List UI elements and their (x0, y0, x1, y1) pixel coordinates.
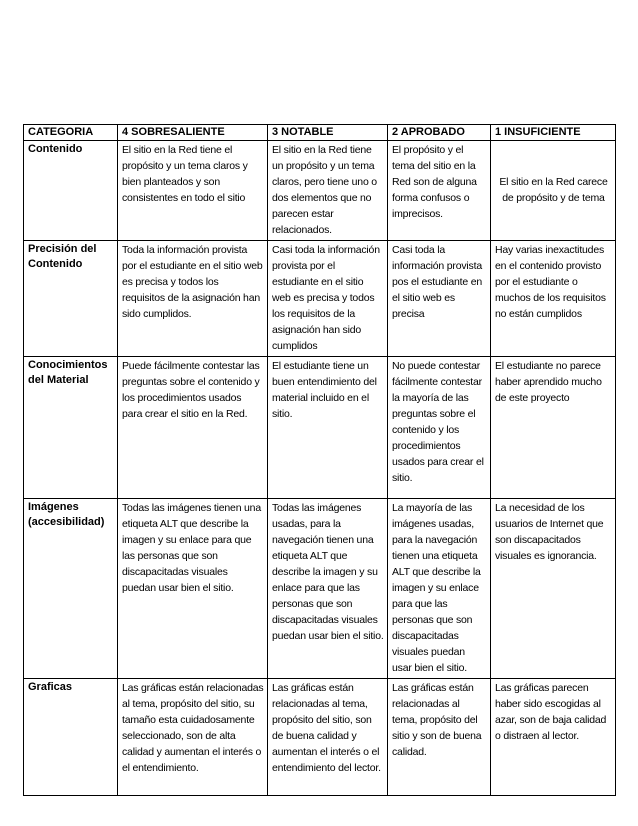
cell-sobresaliente: Toda la información provista por el estudiante en el sitio web es precisa y todos los requisitos de la asignación han sido cumplidos. (118, 241, 268, 357)
cell-insuficiente: El sitio en la Red carece de propósito y de tema (491, 141, 616, 241)
category-cell: Imágenes (accesibilidad) (24, 499, 118, 679)
category-cell: Conocimientos del Material (24, 357, 118, 499)
table-row (24, 357, 616, 499)
cell-insuficiente: Hay varias inexactitudes en el contenido provisto por el estudiante o muchos de los requisitos no están cumplidos (491, 241, 616, 357)
cell-aprobado: Las gráficas están relacionadas al tema, propósito del sitio y son de buena calidad. (388, 679, 491, 796)
cell-sobresaliente: Las gráficas están relacionadas al tema, propósito del sitio, su tamaño esta cuidadosamente seleccionado, son de alta calidad y aumentan el interés o el entendimiento. (118, 679, 268, 796)
cell-notable: El sitio en la Red tiene un propósito y un tema claros, pero tiene uno o dos elementos que no parecen estar relacionados. (268, 141, 388, 241)
rubric-table (23, 124, 616, 796)
cell-sobresaliente: Todas las imágenes tienen una etiqueta ALT que describe la imagen y su enlace para que las personas que son discapacitadas visuales puedan usar bien el sitio. (118, 499, 268, 679)
cell-aprobado: La mayoría de las imágenes usadas, para la navegación tienen una etiqueta ALT que describe la imagen y su enlace para que las personas que son discapacitadas visuales puedan usar bien el sitio. (388, 499, 491, 679)
cell-aprobado: El propósito y el tema del sitio en la Red son de alguna forma confusos o imprecisos. (388, 141, 491, 241)
cell-notable: Casi toda la información provista por el estudiante en el sitio web es precisa y todos los requisitos de la asignación han sido cumplidos (268, 241, 388, 357)
header-sobresaliente: 4 SOBRESALIENTE (118, 125, 268, 141)
cell-notable: Todas las imágenes usadas, para la navegación tienen una etiqueta ALT que describe la imagen y su enlace para que las personas que son discapacitadas visuales puedan usar bien el sitio. (268, 499, 388, 679)
cell-sobresaliente: Puede fácilmente contestar las preguntas sobre el contenido y los procedimientos usados para crear el sitio en la Red. (118, 357, 268, 499)
cell-aprobado: No puede contestar fácilmente contestar la mayoría de las preguntas sobre el contenido y los procedimientos usados para crear el sitio. (388, 357, 491, 499)
cell-insuficiente: La necesidad de los usuarios de Internet que son discapacitados visuales es ignorancia. (491, 499, 616, 679)
table-row (24, 499, 616, 679)
header-notable: 3 NOTABLE (268, 125, 388, 141)
header-row (24, 125, 616, 141)
cell-aprobado: Casi toda la información provista pos el estudiante en el sitio web es precisa (388, 241, 491, 357)
cell-insuficiente: Las gráficas parecen haber sido escogidas al azar, son de baja calidad o distraen al lector. (491, 679, 616, 796)
cell-notable: Las gráficas están relacionadas al tema, propósito del sitio, son de buena calidad y aumentan el interés o el entendimiento del lector. (268, 679, 388, 796)
table-row (24, 241, 616, 357)
cell-sobresaliente: El sitio en la Red tiene el propósito y un tema claros y bien planteados y son consistentes en todo el sitio (118, 141, 268, 241)
category-cell: Graficas (24, 679, 118, 796)
cell-insuficiente: El estudiante no parece haber aprendido mucho de este proyecto (491, 357, 616, 499)
table-row (24, 141, 616, 241)
table-row (24, 679, 616, 796)
cell-notable: El estudiante tiene un buen entendimiento del material incluido en el sitio. (268, 357, 388, 499)
header-insuficiente: 1 INSUFICIENTE (491, 125, 616, 141)
category-cell: Contenido (24, 141, 118, 241)
category-cell: Precisión del Contenido (24, 241, 118, 357)
header-categoria: CATEGORIA (24, 125, 118, 141)
header-aprobado: 2 APROBADO (388, 125, 491, 141)
